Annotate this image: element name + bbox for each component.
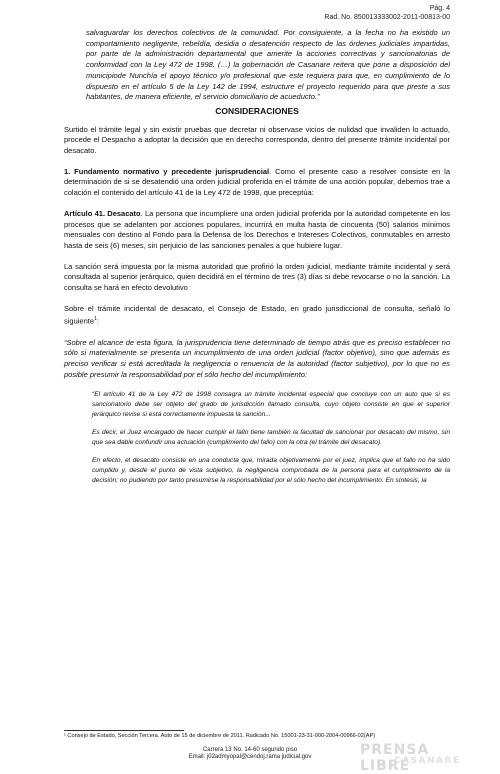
footnote: ¹ Consejo de Estado, Sección Tercera. Auto de 15 de diciembre de 2011. Radicado No. 15001-23-31-000-2004-00966-02(AP) [64,733,376,739]
section-heading: CONSIDERACIONES [215,105,299,116]
paragraph-sancion: La sanción será impuesta por la misma autoridad que profirió la orden judicial, mediante trámite incidental y será consultada al superior jerárquico, quien decidirá en el término de tres (3) días si debe revocarse o no la sanción. La consulta se hará en efecto devolutivo [64,261,450,293]
fundamento-heading: 1. Fundamento normativo y precedente jurisprudencial [64,166,270,176]
quote-jurisprudencia: “Sobre el alcance de esta figura, la jurisprudencia tiene determinado de tiempo atrás que es preciso establecer no sólo si materialmente se presenta un incumplimiento de una orden judicial (factor objetivo), sino que además es preciso verificar si está acreditada la negligencia o renuencia de la autoridad (factor subjetivo), por lo que no es posible presumir la responsabilidad por el sólo hecho del incumplimiento: [64,337,450,379]
footnote-reference: 1 [94,316,97,323]
watermark-logo [360,742,480,774]
fundamento-text: . Como el presente caso a resolver consiste en la determinación de si se desatendió una orden judicial proferida en el trámite de una acción popular, debemos trae a colación el contenido del artículo 41 de la Ley 472 de 1998, que preceptúa: [64,166,450,198]
nested-quote [92,390,450,485]
watermark-main-text: PRENSA LIBRE [360,742,430,774]
address-line: Carrera 13 No. 14-60 segundo piso [202,747,298,753]
watermark-sub-text: CASANARE [394,756,461,766]
page-header [324,4,450,22]
radicado-number: Rad. No. 850013333002-2011-00813-00 [324,14,450,21]
document-body [64,28,450,494]
nested-quote-paragraph-1: “El artículo 41 de la Ley 472 de 1998 consagra un trámite incidental especial que concluye con un auto que si es sancionatorio debe ser objeto del grado de jurisdicción llamado consulta, cuyo objeto consiste en que el superior jerárquico revise si está correctamente impuesta la sanción... [92,391,450,418]
quoted-excerpt: salvaguardar los derechos colectivos de la comunidad. Por consiguiente, a la fecha no ha existido un comportamiento negligente, rebeldía, desidia o desatención respecto de las órdenes judiciales impartidas, por parte de la administración departamental que amerite la acciones correctivas y sancionatorias de conformidad con la Ley 472 de 1998. (…) la gobernación de Casanare reitera que pone a disposición del municipiode Nunchía el apoyo técnico y/o profesional que este requiera para que, en cumplimiento de lo dispuesto en el artículo 5 de la Ley 142 de 1994, estructure el proyecto requerido para que preste a sus habitantes, de manera eficiente, el servicio domiciliario de acueducto.” [86,28,450,102]
paragraph-consejo [64,304,450,328]
nested-quote-paragraph-3: En efecto, el desacato consiste en una conducta que, mirada objetivamente por el juez, implica que el fallo no ha sido cumplido y, desde el punto de vista subjetivo, la negligencia comprobada de la persona para el cumplimiento de la decisión; no pudiendo por tanto presumirse la responsabilidad por el sólo hecho del incumplimiento. En síntesis, la [92,457,450,484]
paragraph-tramite: Surtido el trámite legal y sin existir pruebas que decretar ni observase vicios de nulidad que invaliden lo actuado, procede el Despacho a adoptar la decisión que en derecho corresponda, dentro del presente trámite incidental por desacato. [64,124,450,156]
consejo-colon: : [96,316,99,326]
footnote-divider [64,730,184,731]
page-number: Pág. 4 [429,5,450,12]
articulo-41-text: . La persona que incumpliere una orden judicial proferida por la autoridad competente en los procesos que se adelanten por acciones populares, incurrirá en multa hasta de cincuenta (50) salarios mínimos mensuales con destino al Fondo para la Defensa de los Derechos e Intereses Colectivos, conmutables en arresto hasta de seis (6) meses, sin perjuicio de las sanciones penales a que hubiere lugar. [64,208,450,250]
nested-quote-paragraph-2: Es decir, el Juez encargado de hacer cumplir el fallo tiene también la facultad de sancionar por desacato del mismo, sin que sea dable confundir una actuación (cumplimiento del fallo) con la otra (el trámite del desacato). [92,429,450,446]
paragraph-articulo-41 [64,209,450,252]
paragraph-fundamento [64,167,450,199]
email-line: Email: j02admyopal@cendoj.rama judicial.gov [188,754,312,760]
page-footer-address [150,747,350,761]
consejo-text: Sobre el trámite incidental de desacato, el Consejo de Estado, en grado jurisdiccional de consulta, señaló lo siguiente [64,303,450,326]
articulo-41-heading: Artículo 41. Desacato [64,208,141,218]
